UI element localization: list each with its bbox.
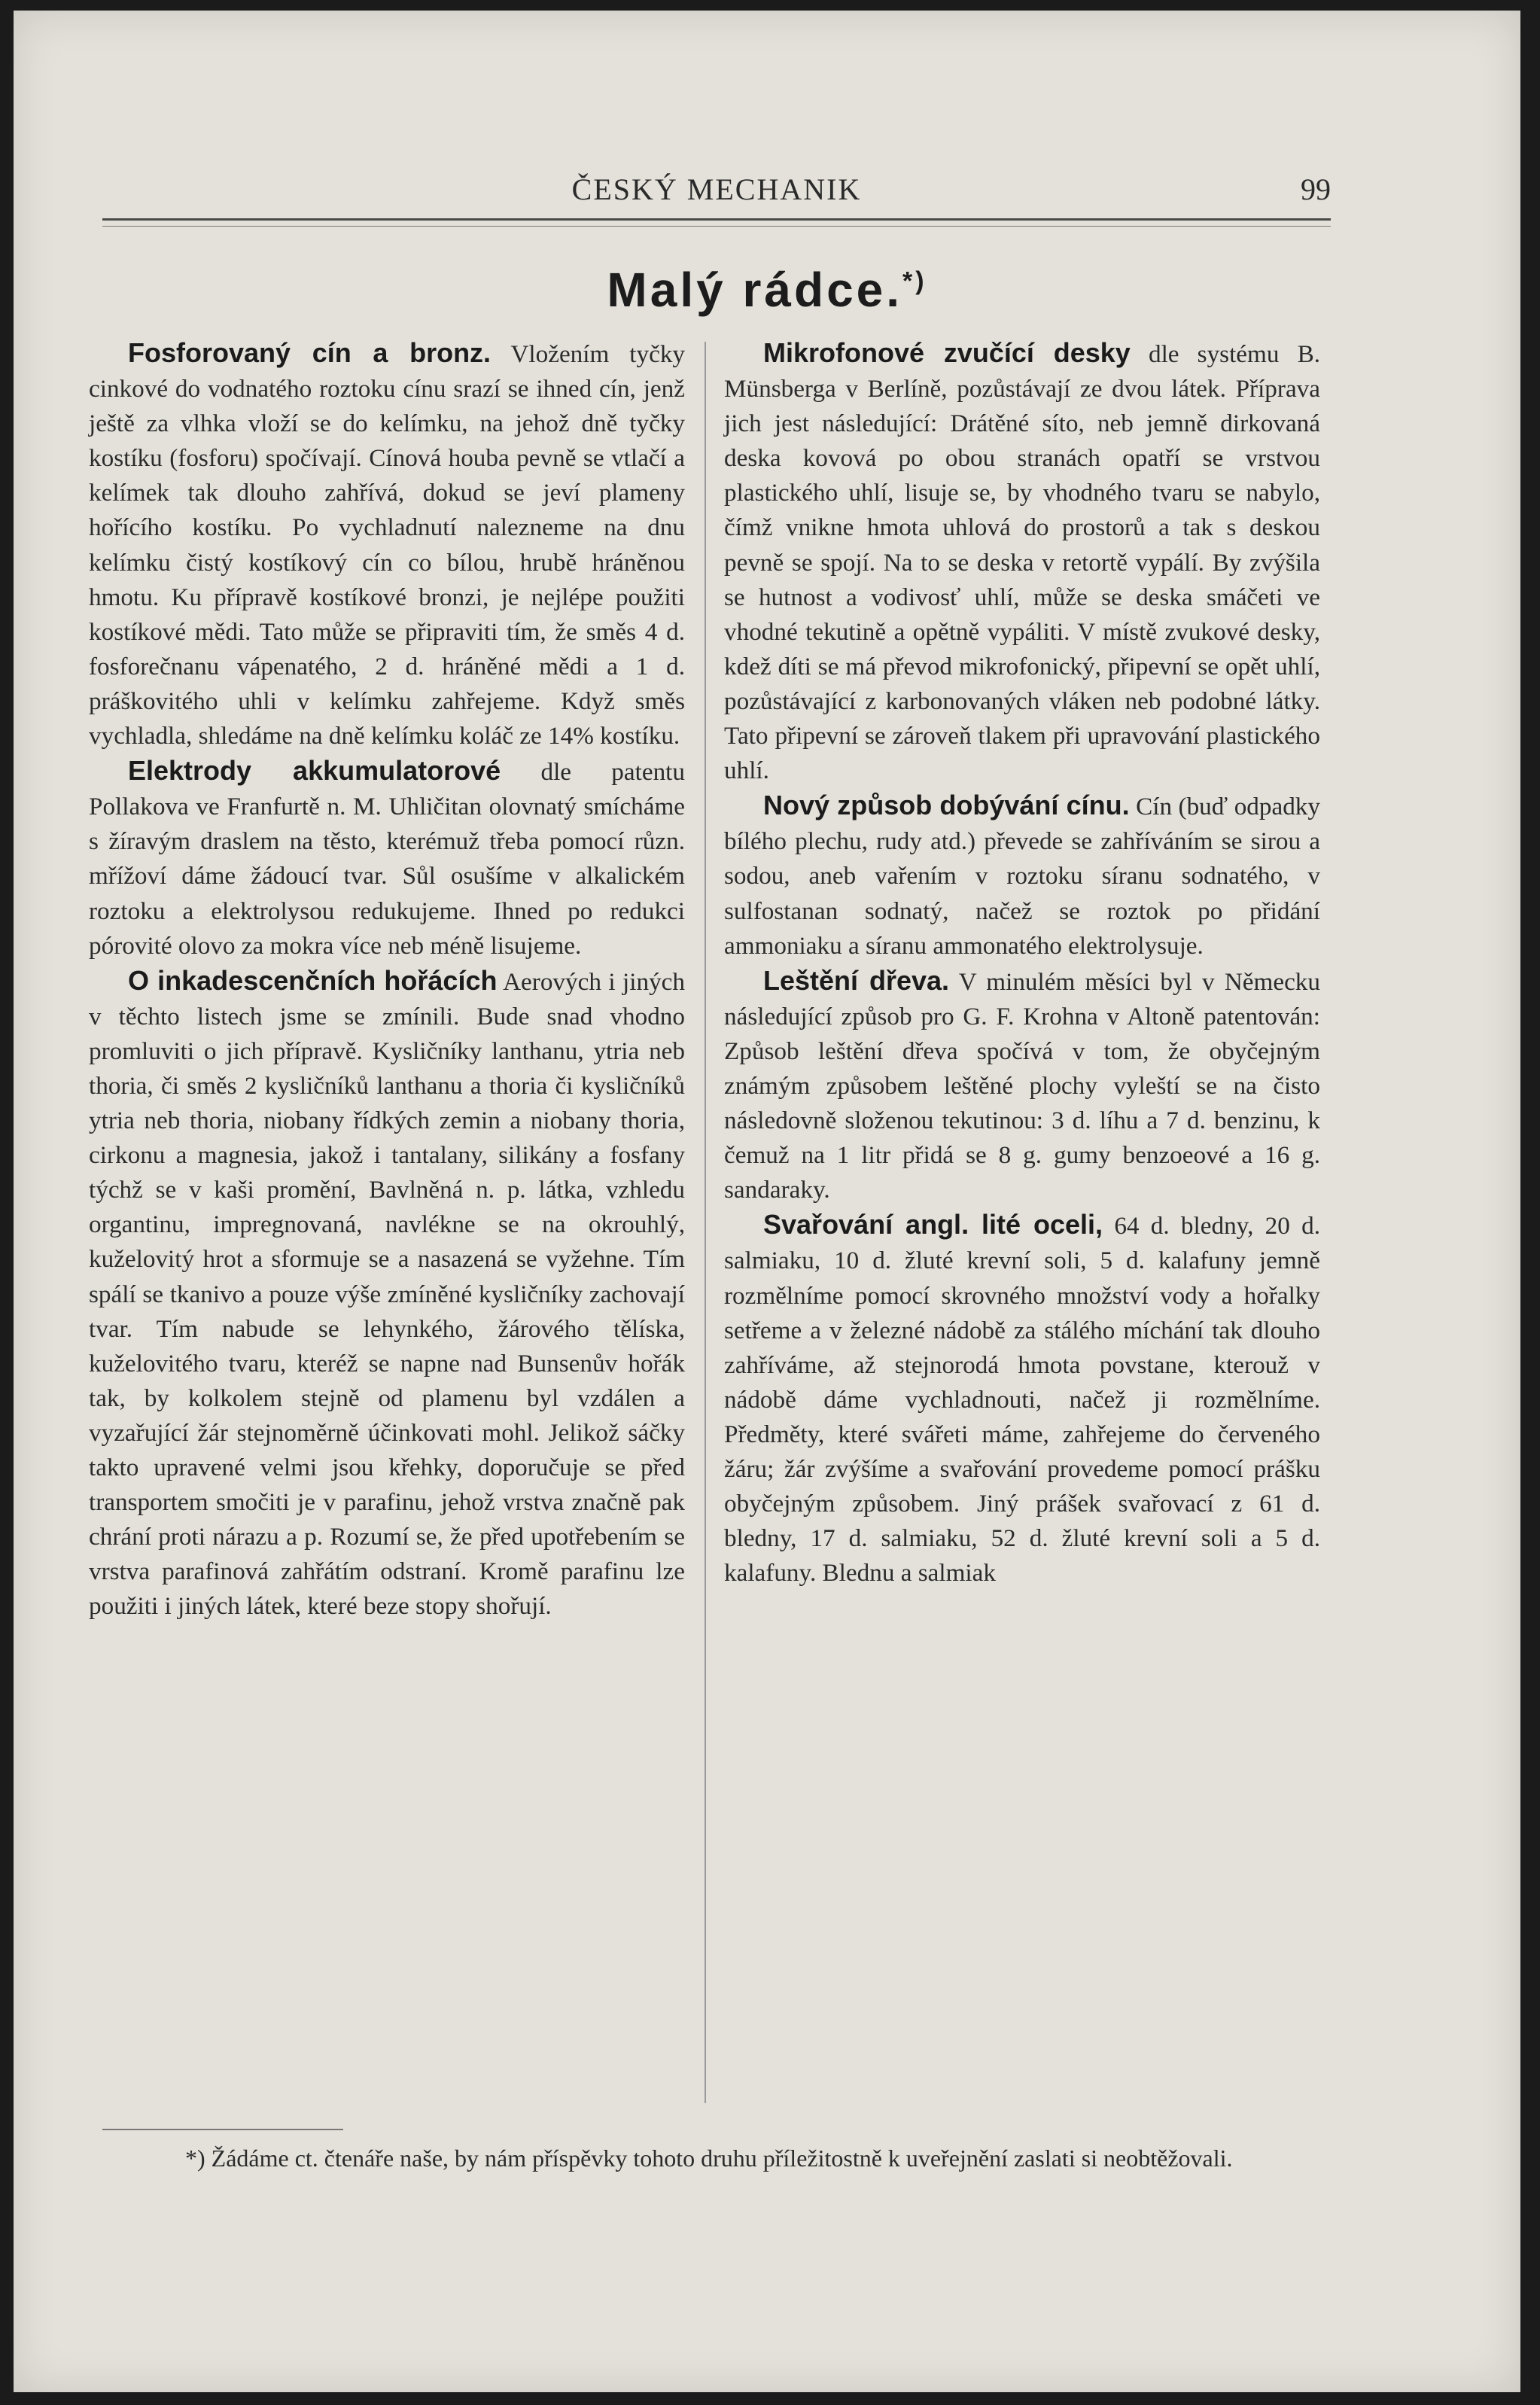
section-paragraph xyxy=(724,1207,1320,1591)
footnote-rule xyxy=(102,2129,343,2130)
header-rule-thin xyxy=(102,226,1331,227)
footnote xyxy=(102,2141,1352,2175)
article-title xyxy=(14,262,1520,318)
section-paragraph xyxy=(89,753,685,964)
header-rule xyxy=(102,218,1331,221)
page xyxy=(14,11,1520,2392)
journal-title: ČESKÝ MECHANIK xyxy=(571,172,862,206)
footnote-text xyxy=(102,2141,1352,2175)
section-body: Vložením tyčky cinkové do vodnatého roztoku cínu srazí se ihned cín, jenž ještě za vlhka vloží se do kelímku, na jehož dně tyčky kostíku (fosforu) spočívají. Cínová houba pevně se vtlačí a kelímek tak dlouho zahřívá, dokud se jeví plameny hořícího kostíku. Po vychladnutí nalezneme na dnu kelímku čistý kostíkový cín co bílou, hrubě hráněnou hmotu. Ku přípravě kostíkové bronzi, je nejlépe použiti kostíkové mědi. Tato může se připraviti tím, že směs 4 d. fosforečnanu vápenatého, 2 d. hráněné mědi a 1 d. práškovitého uhli v kelímku zahřejeme. Když směs vychladla, shledáme na dně kelímku koláč ze 14% kostíku. xyxy=(89,340,686,750)
section-body: dle patentu Pollakova ve Franfurtě n. M. Uhličitan olovnatý smícháme s žíravým draslem na těsto, kterémuž třeba pomocí různ. mřížoví dáme žádoucí tvar. Sůl osušíme v alkalickém roztoku a elektrolysou redukujeme. Ihned po redukci pórovité olovo za mokra více neb méně lisujeme. xyxy=(89,758,685,960)
section-heading: Fosforovaný cín a bronz. xyxy=(128,337,492,368)
left-column xyxy=(89,336,685,1624)
article-title-footnote-marker: *) xyxy=(902,266,927,296)
section-body: dle systému B. Münsberga v Berlíně, pozůstávají ze dvou látek. Příprava jich jest následující: Drátěné síto, neb jemně dirkovaná deska kovová po obou stranách opatří se vrstvou plastického uhlí, lisuje se, by vhodného tvaru se nabylo, čímž vnikne hmota uhlová do prostorů a tak s deskou pevně se spojí. Na to se deska v retortě vypálí. By zvýšila se hutnost a vodivosť uhlí, může se deska smáčeti ve vhodné tekutině a opětně vypáliti. V místě zvukové desky, kdež díti se má převod mikrofonický, připevní se opět uhlí, pozůstávající z karbonovaných vláken neb podobné látky. Tato připevní se zároveň tlakem při upravování plastického uhlí. xyxy=(724,340,1320,785)
footnote-body: Žádáme ct. čtenáře naše, by nám příspěvky tohoto druhu příležitostně k uveřejnění zaslati si neobtěžovali. xyxy=(211,2145,1233,2172)
page-number: 99 xyxy=(1301,172,1331,206)
section-body: Aerových i jiných v těchto listech jsme se zmínili. Bude snad vhodno promluviti o jich přípravě. Kysličníky lanthanu, ytria neb thoria, či směs 2 kysličníků lanthanu a thoria či kysličníků ytria neb thoria, niobany řídkých zemin a niobany thoria, cirkonu a magnesia, jakož i tantalany, silikány a fosfany týchž se v kaši promění, Bavlněná n. p. látka, vzhledu organtinu, impregnovaná, navlékne se na okrouhlý, kuželovitý hrot a sformuje se a nasazená se vyžehne. Tím spálí se tkanivo a pouze výše zmíněné kysličníky zachovají tvar. Tím nabude se lehynkého, žárového tělíska, kuželovitého tvaru, kteréž se napne nad Bunsenův hořák tak, by kolkolem stejně od plamenu byl vzdálen a vyzařující žár stejnoměrně účinkovati mohl. Jelikož sáčky takto upravené velmi jsou křehky, doporučuje se před transportem smočiti je v parafinu, jehož vrstva značně pak chrání proti nárazu a p. Rozumí se, že před upotřebením se vrstva parafinová zahřátím odstraní. Kromě parafinu lze použiti i jiných látek, které beze stopy shořují. xyxy=(89,967,685,1621)
section-heading: Leštění dřeva. xyxy=(763,964,950,996)
section-paragraph xyxy=(724,336,1320,788)
section-paragraph xyxy=(724,964,1320,1208)
column-divider xyxy=(705,342,706,2103)
right-column xyxy=(724,336,1320,1591)
section-heading: O inkadescenčních hořácích xyxy=(128,964,498,996)
footnote-marker: *) xyxy=(185,2145,205,2172)
section-paragraph xyxy=(724,788,1320,963)
section-body: V minulém měsíci byl v Německu následující způsob pro G. F. Krohna v Altoně patentován: Způsob leštění dřeva spočívá v tom, že obyčejným známým způsobem leštěné plochy vyleští se na čisto následovně složenou tekutinou: 3 d. líhu a 7 d. benzinu, k čemuž na 1 litr přidá se 8 g. gumy benzoeové a 16 g. sandaraky. xyxy=(724,967,1320,1204)
section-heading: Mikrofonové zvučící desky xyxy=(763,337,1131,368)
section-paragraph xyxy=(89,964,685,1624)
section-body: Cín (buď odpadky bílého plechu, rudy atd.) převede se zahříváním se sirou a sodou, aneb vařením v roztoku síranu sodnatého, v sulfostanan sodnatý, načež se roztok po přidání ammoniaku a síranu ammonatého elektrolysuje. xyxy=(724,793,1320,960)
section-heading: Nový způsob dobývání cínu. xyxy=(763,790,1130,821)
section-paragraph xyxy=(89,336,685,753)
section-heading: Svařování angl. lité oceli, xyxy=(763,1209,1103,1241)
running-header xyxy=(102,172,1331,217)
article-title-text: Malý rádce. xyxy=(607,263,903,317)
section-body: 64 d. bledny, 20 d. salmiaku, 10 d. žluté krevní soli, 5 d. kalafuny jemně rozmělníme pomocí skrovného množství vody a hořalky setřeme a v železné nádobě za stálého míchání tak dlouho zahříváme, až stejnorodá hmota povstane, kterouž v nádobě dáme vychladnouti, načež ji rozmělníme. Předměty, které svářeti máme, zahřejeme do červeného žáru; žár zvýšíme a svařování provedeme pomocí prášku obyčejným způsobem. Jiný prášek svařovací z 61 d. bledny, 17 d. salmiaku, 52 d. žluté krevní soli a 5 d. kalafuny. Blednu a salmiak xyxy=(724,1212,1321,1588)
section-heading: Elektrody akkumulatorové xyxy=(128,755,501,787)
